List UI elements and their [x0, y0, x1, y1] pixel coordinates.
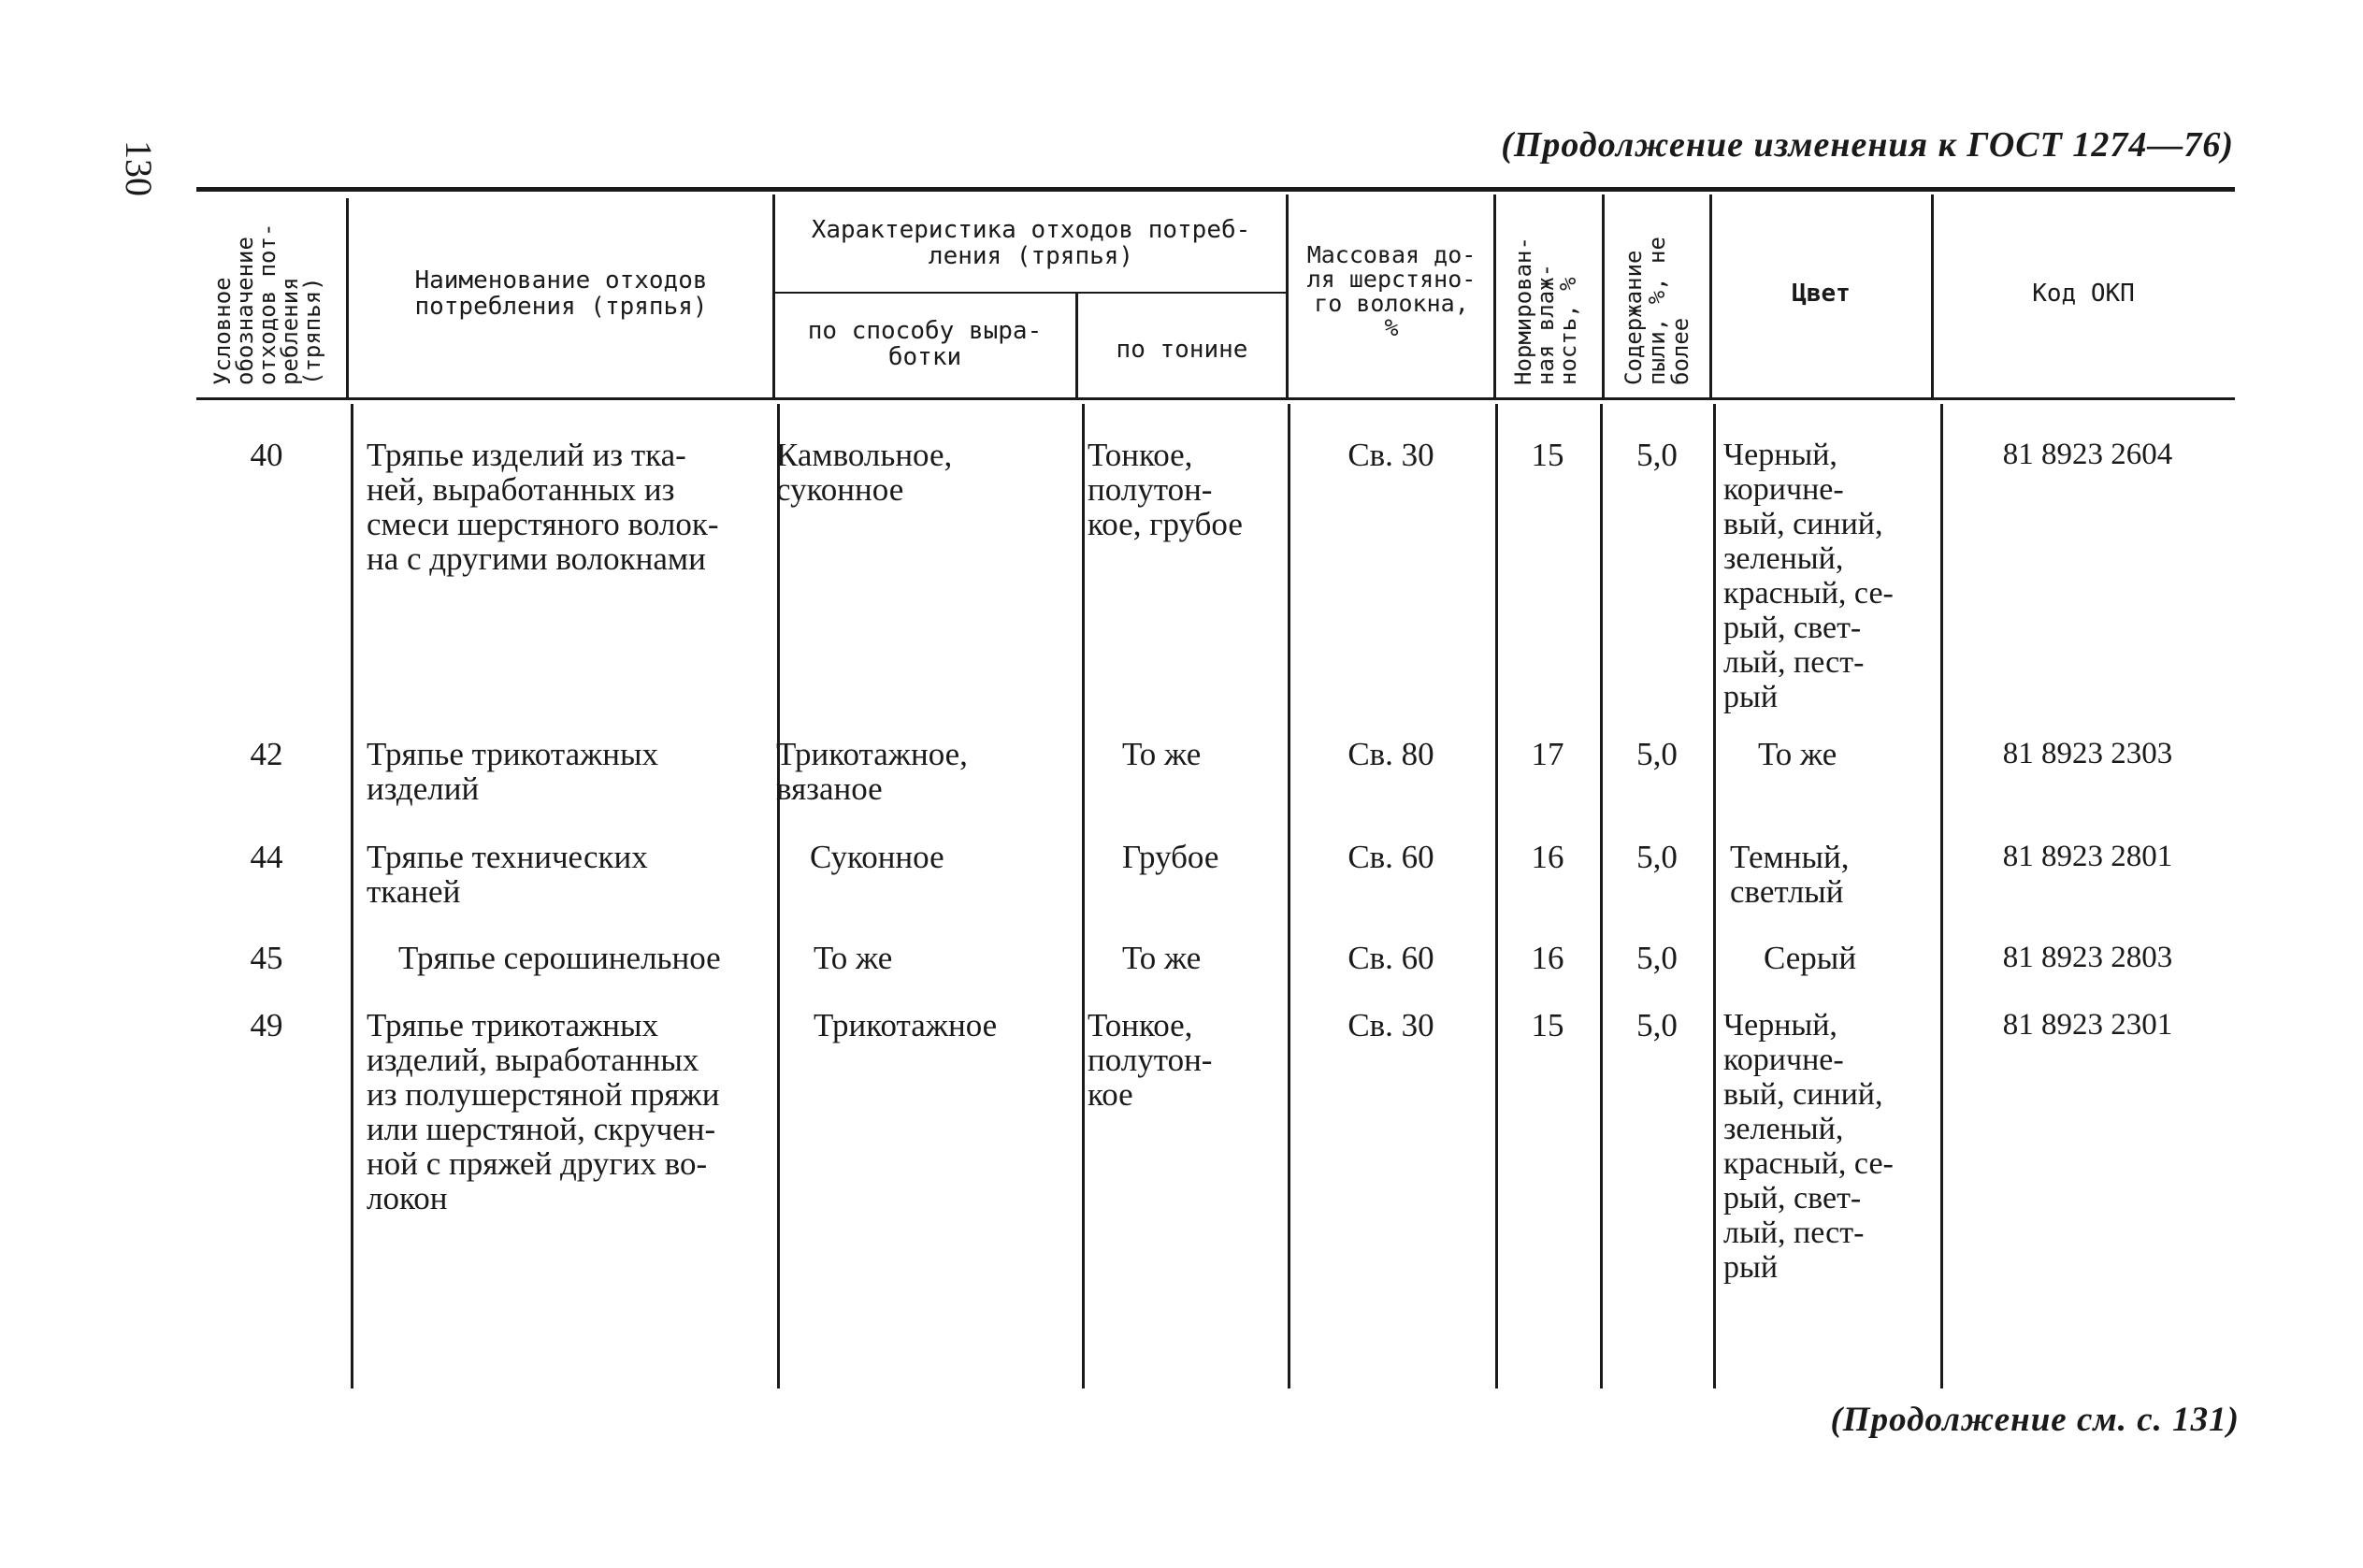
row-44-color: Темный, светлый	[1730, 839, 1850, 910]
row-40-dust: 5,0	[1636, 437, 1678, 473]
row-45-wool: Св. 60	[1347, 940, 1434, 976]
body-divider	[1288, 404, 1290, 1388]
row-44-code: 44	[250, 839, 283, 875]
header-wool-share: Массовая до- ля шерстяно- го волокна, %	[1306, 241, 1477, 341]
row-42-code: 42	[250, 736, 283, 772]
body-divider	[777, 404, 780, 1388]
header-characteristic: Характеристика отходов потреб- ления (тряпья)	[811, 216, 1251, 270]
body-divider	[1713, 404, 1716, 1388]
header-divider	[1075, 294, 1078, 397]
row-42-dust: 5,0	[1636, 736, 1678, 772]
row-44-humidity: 16	[1531, 839, 1564, 875]
row-42-fineness: То же	[1122, 736, 1202, 772]
row-45-color: Серый	[1764, 940, 1857, 976]
header-by-fineness: по тонине	[1116, 336, 1248, 364]
row-45-humidity: 16	[1531, 940, 1564, 976]
row-40-name: Тряпье изделий из тка- ней, выработанных из смеси шерстяного волок- на с другими волокнами	[367, 437, 719, 577]
header-by-method: по способу выра- ботки	[807, 317, 1043, 371]
body-divider	[351, 404, 353, 1388]
row-49-dust: 5,0	[1636, 1007, 1678, 1043]
header-okp: Код ОКП	[2032, 280, 2135, 308]
row-42-okp: 81 8923 2303	[2002, 737, 2173, 770]
row-44-wool: Св. 60	[1347, 839, 1434, 875]
row-49-humidity: 15	[1531, 1007, 1564, 1043]
row-44-okp: 81 8923 2801	[2002, 840, 2173, 873]
header-divider	[346, 198, 349, 397]
row-45-dust: 5,0	[1636, 940, 1678, 976]
table-header-rule	[196, 397, 2235, 400]
row-42-method: Трикотажное, вязаное	[776, 736, 968, 807]
row-44-fineness: Грубое	[1122, 839, 1219, 875]
row-49-method: Трикотажное	[814, 1007, 998, 1043]
header-divider	[1602, 194, 1605, 397]
row-45-okp: 81 8923 2803	[2002, 941, 2173, 974]
body-divider	[1082, 404, 1085, 1388]
body-divider	[1600, 404, 1603, 1388]
row-44-dust: 5,0	[1636, 839, 1678, 875]
row-49-fineness: Тонкое, полутон- кое	[1088, 1007, 1213, 1113]
row-45-name: Тряпье серошинельное	[398, 940, 721, 976]
header-note: (Продолжение изменения к ГОСТ 1274—76)	[1501, 125, 2234, 165]
footer-note: (Продолжение см. с. 131)	[1830, 1401, 2240, 1439]
row-40-color: Черный, коричне- вый, синий, зеленый, красный, се- рый, свет- лый, пест- рый	[1723, 438, 1894, 714]
header-dust: Содержание пыли, %, не более	[1621, 237, 1693, 385]
row-45-method: То же	[814, 940, 893, 976]
characteristic-subheader-rule	[774, 292, 1286, 294]
row-49-color: Черный, коричне- вый, синий, зеленый, красный, се- рый, свет- лый, пест- рый	[1723, 1008, 1894, 1285]
table-top-rule	[196, 187, 2235, 192]
header-name: Наименование отходов потребления (тряпья)	[414, 266, 708, 321]
row-45-fineness: То же	[1122, 940, 1202, 976]
body-divider	[1495, 404, 1498, 1388]
row-49-okp: 81 8923 2301	[2002, 1008, 2173, 1042]
row-49-wool: Св. 30	[1347, 1007, 1434, 1043]
row-49-code: 49	[250, 1007, 283, 1043]
row-42-color: То же	[1758, 736, 1837, 772]
row-42-name: Тряпье трикотажных изделий	[367, 736, 659, 807]
row-40-method: Камвольное, суконное	[776, 437, 953, 508]
header-divider	[772, 194, 775, 397]
row-42-humidity: 17	[1531, 736, 1564, 772]
header-humidity: Нормирован- ная влаж- ность, %	[1510, 237, 1581, 385]
row-40-okp: 81 8923 2604	[2002, 438, 2173, 471]
header-color: Цвет	[1792, 280, 1851, 308]
body-divider	[1940, 404, 1943, 1388]
row-44-name: Тряпье технических тканей	[367, 839, 648, 910]
row-44-method: Суконное	[810, 839, 944, 875]
row-40-fineness: Тонкое, полутон- кое, грубое	[1088, 437, 1243, 542]
row-42-wool: Св. 80	[1347, 736, 1434, 772]
row-40-code: 40	[250, 437, 283, 473]
header-code: Условное обозначение отходов пот- ребления (тряпья)	[209, 223, 325, 385]
page-number: 130	[118, 140, 160, 196]
row-45-code: 45	[250, 940, 283, 976]
row-40-wool: Св. 30	[1347, 437, 1434, 473]
row-49-name: Тряпье трикотажных изделий, выработанных из полушерстяной пряжи или шерстяной, скручен- ной с пряжей других во- локон	[367, 1007, 720, 1216]
row-40-humidity: 15	[1531, 437, 1564, 473]
